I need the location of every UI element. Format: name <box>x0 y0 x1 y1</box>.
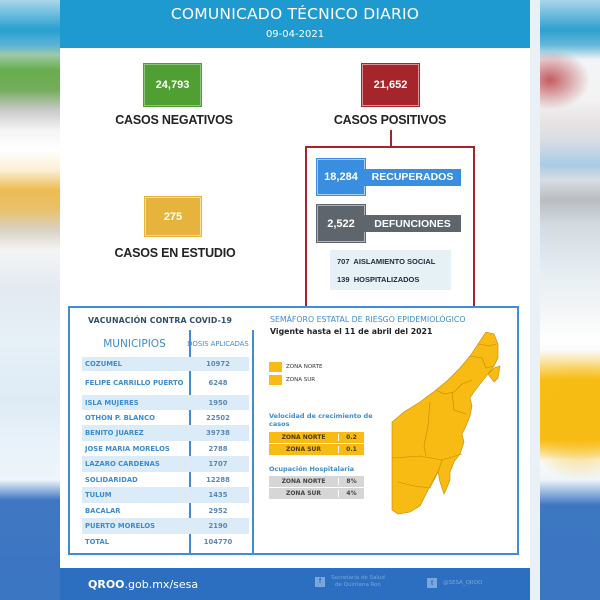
website-bold: QROO <box>88 577 125 591</box>
municipio-cell: COZUMEL <box>85 360 122 368</box>
active-cases-box <box>330 250 451 290</box>
dosis-cell: 22502 <box>206 413 230 422</box>
legend-label: ZONA NORTE <box>286 364 323 370</box>
dosis-cell: 104770 <box>203 538 233 546</box>
negative-cases-value: 24,793 <box>144 64 201 106</box>
zone-cell: ZONA SUR <box>269 446 339 453</box>
zone-cell: ZONA SUR <box>269 490 339 497</box>
facebook-icon: f <box>315 577 325 587</box>
dosis-cell: 2190 <box>208 522 228 530</box>
legend-swatch <box>269 375 282 385</box>
legend-zona-norte <box>269 362 322 372</box>
website-link[interactable] <box>88 578 198 591</box>
vaccination-table-border <box>252 330 254 553</box>
report-title: COMUNICADO TÉCNICO DIARIO <box>170 5 420 23</box>
dosis-cell: 2952 <box>208 506 228 515</box>
background-right-blur <box>540 0 600 600</box>
study-cases-label: CASOS EN ESTUDIO <box>114 246 236 260</box>
table-row <box>82 425 249 441</box>
table-row <box>82 441 249 456</box>
semaforo-valid-until: Vigente hasta el 11 de abril del 2021 <box>270 327 433 336</box>
vaccination-title: VACUNACIÓN CONTRA COVID-19 <box>88 316 232 325</box>
header-municipios: MUNICIPIOS <box>103 337 166 350</box>
twitter-handle: @SESA_QROO <box>443 579 483 586</box>
table-row <box>82 395 249 410</box>
deaths-label: DEFUNCIONES <box>364 215 461 232</box>
recovered-stat <box>317 159 461 195</box>
negative-cases-label: CASOS NEGATIVOS <box>115 113 233 127</box>
twitter-link[interactable] <box>427 578 482 588</box>
dosis-cell: 2788 <box>208 444 228 453</box>
vaccination-table <box>82 330 249 550</box>
header-dosis: DOSIS APLICADAS <box>187 339 249 348</box>
recovered-label: RECUPERADOS <box>364 169 461 186</box>
dosis-cell: 10972 <box>206 360 230 368</box>
dosis-cell: 1435 <box>208 491 228 499</box>
vaccination-table-header <box>82 330 249 357</box>
value-cell: 0.1 <box>346 446 357 453</box>
deaths-value: 2,522 <box>317 205 365 242</box>
hospitalized-label: HOSPITALIZADOS <box>353 275 420 284</box>
value-cell: 0.2 <box>346 434 357 441</box>
legend-label: ZONA SUR <box>286 377 316 383</box>
dosis-cell: 6248 <box>208 379 228 387</box>
table-row <box>82 487 249 503</box>
study-cases-value: 275 <box>145 197 201 236</box>
table-row <box>82 410 249 425</box>
occupancy-row <box>269 476 364 488</box>
table-row <box>82 371 249 395</box>
facebook-link[interactable] <box>315 575 385 588</box>
recovered-value: 18,284 <box>317 159 365 195</box>
twitter-icon: t <box>427 578 437 588</box>
table-row <box>82 472 249 487</box>
semaforo-title: SEMÁFORO ESTATAL DE RIESGO EPIDEMIOLÓGICO <box>270 315 466 324</box>
isolation-label: AISLAMIENTO SOCIAL <box>353 257 436 266</box>
occupancy-title: Ocupación Hospitalaria <box>269 465 355 473</box>
hospitalized-stat <box>337 275 451 293</box>
isolation-value: 707 <box>337 257 350 266</box>
municipio-cell: PUERTO MORELOS <box>85 522 156 530</box>
deaths-stat <box>317 205 461 242</box>
table-row <box>82 503 249 518</box>
municipio-cell: ISLA MUJERES <box>85 398 139 407</box>
value-cell: 8% <box>346 478 357 485</box>
daily-report-poster <box>60 0 530 600</box>
facebook-line1: Secretaría de Salud <box>331 575 385 581</box>
report-date: 09-04-2021 <box>265 29 325 40</box>
positive-connector-line <box>390 130 392 147</box>
municipio-cell: FELIPE CARRILLO PUERTO <box>85 379 184 387</box>
growth-row <box>269 444 364 456</box>
background-left-blur <box>0 0 60 600</box>
table-row <box>82 518 249 534</box>
facebook-line2: de Quintana Roo <box>334 581 381 588</box>
positive-cases-label: CASOS POSITIVOS <box>333 113 447 127</box>
growth-title: Velocidad de crecimiento de casos <box>269 412 373 428</box>
growth-table <box>269 432 364 456</box>
municipio-cell: TOTAL <box>85 538 110 546</box>
municipio-cell: BENITO JUAREZ <box>85 429 144 437</box>
occupancy-table <box>269 476 364 500</box>
legend-swatch <box>269 362 282 372</box>
table-row <box>82 456 249 472</box>
isolation-stat <box>337 257 451 275</box>
positive-cases-value: 21,652 <box>362 64 419 106</box>
municipio-cell: OTHON P. BLANCO <box>85 413 155 422</box>
table-row <box>82 357 249 371</box>
table-row-total <box>82 534 249 550</box>
municipio-cell: LAZARO CARDENAS <box>85 460 160 468</box>
value-cell: 4% <box>346 490 357 497</box>
dosis-cell: 39738 <box>206 429 230 437</box>
dosis-cell: 1707 <box>208 460 228 468</box>
report-header <box>60 0 530 48</box>
footer-bar <box>60 568 530 600</box>
municipio-cell: JOSE MARIA MORELOS <box>85 444 170 453</box>
hospitalized-value: 139 <box>337 275 350 284</box>
website-rest: .gob.mx/sesa <box>124 577 199 591</box>
dosis-cell: 12288 <box>206 475 230 484</box>
zone-cell: ZONA NORTE <box>269 478 339 485</box>
occupancy-row <box>269 488 364 500</box>
legend-zona-sur <box>269 375 315 385</box>
quintana-roo-map <box>390 322 510 537</box>
dosis-cell: 1950 <box>208 398 228 407</box>
municipio-cell: SOLIDARIDAD <box>85 475 138 484</box>
municipio-cell: TULUM <box>85 491 112 499</box>
municipio-cell: BACALAR <box>85 506 121 515</box>
zone-cell: ZONA NORTE <box>269 434 339 441</box>
growth-row <box>269 432 364 444</box>
